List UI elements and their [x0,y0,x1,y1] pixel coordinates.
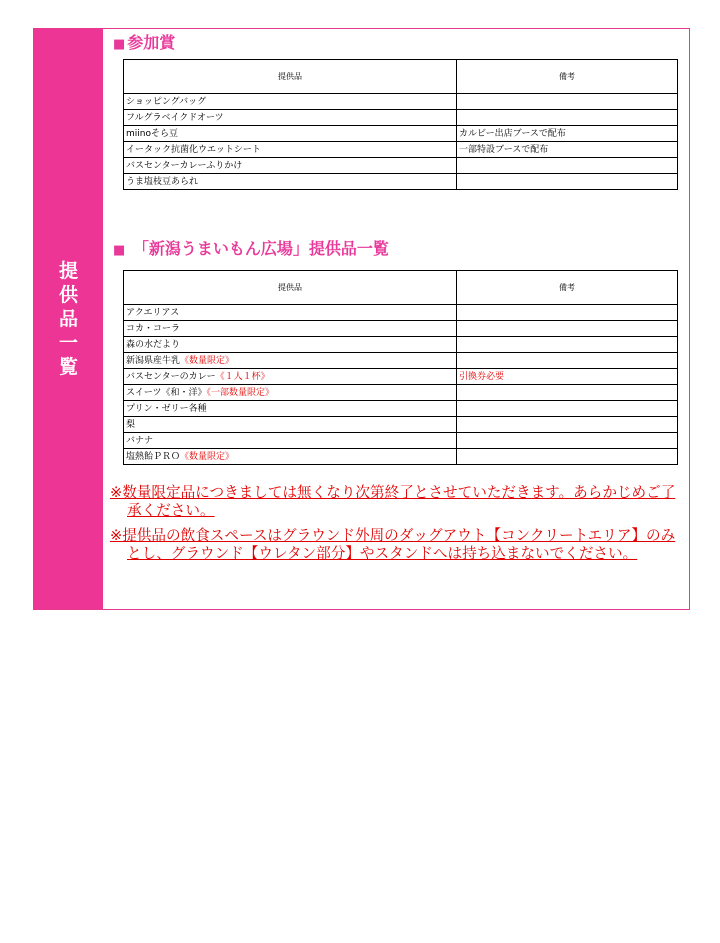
item-cell [124,417,457,433]
item-cell [124,353,457,369]
item-cell: フルグラベイクドオーツ [124,110,457,126]
item-name: アクエリアス [126,307,180,318]
table-header-row [124,60,678,94]
column-header-item: 提供品 [124,60,457,94]
note-cell: 引換券必要 [457,369,678,385]
item-name: 森の水だより [126,339,181,350]
item-tag: 《数量限定》 [180,355,235,366]
section1-heading: ■ 参加賞 [113,33,176,52]
note-cell [457,433,678,449]
table-row [124,158,678,174]
item-cell [124,449,457,465]
table-body [124,305,678,465]
table-row [124,94,678,110]
item-cell [124,337,457,353]
sidebar-title-char: 品 [58,308,78,330]
umaimon-items-table [123,270,678,465]
table-row [124,369,678,385]
item-name: バスセンターのカレー [126,371,216,382]
item-name: プリン・ゼリー各種 [126,403,207,414]
table-row [124,417,678,433]
section2-heading: ■ 「新潟うまいもん広場」提供品一覧 [113,239,389,258]
note-cell [457,337,678,353]
column-header-item: 提供品 [124,271,457,305]
item-tag: 《数量限定》 [180,451,235,462]
table-row [124,401,678,417]
table-body [124,94,678,190]
participation-prize-table [123,59,678,190]
item-name: 梨 [126,419,136,430]
item-cell: ショッピングバッグ [124,94,457,110]
item-cell [124,401,457,417]
item-name: バナナ [126,435,154,446]
item-name: 塩熱飴ＰＲＯ [126,451,181,462]
note-eating-space: ※提供品の飲食スペースはグラウンド外周のダッグアウト【コンクリートエリア】のみとし、グラウンド【ウレタン部分】やスタンドへは持ち込まないでください。 [110,527,676,562]
sidebar [34,29,103,609]
item-name: コカ・コーラ [126,323,181,334]
item-cell [124,321,457,337]
sidebar-title-char: 供 [58,284,78,306]
note-cell [457,158,678,174]
notes [110,484,685,570]
table-row [124,142,678,158]
sidebar-title [34,259,103,379]
table-row [124,353,678,369]
provided-items-panel [33,28,690,610]
note-cell [457,110,678,126]
note-cell: 一部特設ブースで配布 [457,142,678,158]
table-row [124,110,678,126]
item-cell: うま塩枝豆あられ [124,174,457,190]
item-cell [124,305,457,321]
note-cell [457,305,678,321]
table-row [124,433,678,449]
table-row [124,305,678,321]
note-cell: カルビー出店ブースで配布 [457,126,678,142]
note-limited-items: ※数量限定品につきましては無くなり次第終了とさせていただきます。あらかじめご了承ください。 [110,484,676,519]
item-cell: miinoそら豆 [124,126,457,142]
table-row [124,337,678,353]
table-header-row [124,271,678,305]
item-name: スイーツ《和・洋》 [126,387,207,398]
item-cell [124,433,457,449]
item-tag: 《１人１杯》 [215,371,270,382]
item-cell: バスセンターカレーふりかけ [124,158,457,174]
table-row [124,321,678,337]
note-cell [457,401,678,417]
square-bullet-icon: ■ [113,37,126,52]
note-cell [457,353,678,369]
table-row [124,385,678,401]
note-cell [457,449,678,465]
note-cell [457,174,678,190]
note-cell [457,94,678,110]
note-cell [457,385,678,401]
table-row [124,449,678,465]
square-bullet-icon: ■ [113,243,126,258]
table-row [124,174,678,190]
item-cell: イータック抗菌化ウエットシート [124,142,457,158]
item-tag: 《一部数量限定》 [206,387,274,398]
sidebar-title-char: 覧 [58,356,78,378]
item-name: 新潟県産牛乳 [126,355,181,366]
column-header-note: 備考 [457,60,678,94]
item-cell [124,369,457,385]
note-cell [457,321,678,337]
column-header-note: 備考 [457,271,678,305]
item-cell [124,385,457,401]
table-row [124,126,678,142]
sidebar-title-char: 提 [58,260,78,282]
note-cell [457,417,678,433]
sidebar-title-char: 一 [58,332,78,354]
